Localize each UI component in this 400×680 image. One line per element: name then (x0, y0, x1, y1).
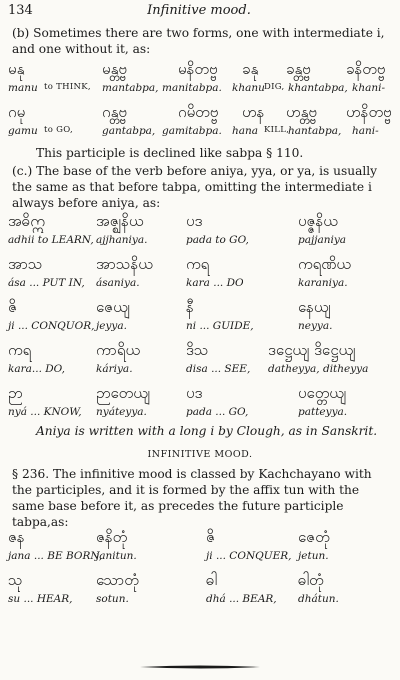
gloss: kara... DO, (8, 363, 66, 375)
burmese-word: ခန္တဗ္ဗ (286, 60, 311, 78)
meaning: to GO, (44, 125, 73, 135)
gloss: pajjaniya (298, 234, 347, 246)
burmese-word: မနိတဗ္ဗ (178, 60, 218, 78)
gloss: káriya. (96, 363, 133, 375)
clough-note: Aniya is written with a long i by Clough, as in Sanskrit. (36, 424, 378, 438)
burmese-word: အဇ္ဈနိယ (96, 212, 144, 230)
gloss: janitun. (96, 550, 137, 562)
burmese-word: ခနိတဗ္ဗ (346, 60, 386, 78)
burmese-word: ဓါတုံ (298, 571, 324, 589)
transliteration: khantabpa, (288, 82, 348, 94)
burmese-word: ဂန္တဗ္ဗ (102, 103, 127, 121)
gloss: su ... HEAR, (8, 593, 73, 605)
burmese-word: ကရ (8, 341, 32, 359)
burmese-word: ဉာ (8, 384, 23, 402)
running-title: Infinitive mood. (147, 3, 251, 18)
ornamental-rule-icon (140, 664, 260, 670)
burmese-word: မန္တဗ္ဗ (102, 60, 127, 78)
gloss-row (6, 550, 394, 564)
script-row (6, 384, 394, 404)
gloss-row (6, 82, 394, 96)
meaning: DIG, (264, 82, 285, 92)
transliteration: khani- (352, 82, 386, 94)
burmese-word: ဇေတုံ (298, 528, 330, 546)
burmese-word: ဇေယျ (96, 298, 130, 316)
burmese-word: အဓိဣ (8, 212, 45, 230)
transliteration: gantabpa, (102, 125, 156, 137)
gloss: pada to GO, (186, 234, 249, 246)
burmese-word: ဇန (8, 528, 25, 546)
burmese-word: ပဇ္ဇနိယ (298, 212, 338, 230)
burmese-word: ကာရိယ (96, 341, 141, 359)
section-heading: INFINITIVE MOOD. (147, 449, 253, 460)
gloss: dhátun. (298, 593, 339, 605)
gloss: neyya. (298, 320, 333, 332)
gloss-row (6, 406, 394, 420)
gloss: nyá ... KNOW, (8, 406, 82, 418)
burmese-word: အာသ (8, 255, 43, 273)
burmese-word: ဓါ (206, 571, 218, 589)
paragraph-236: § 236. The infinitive mood is classed by Kachchayano with the participles, and it is formed by the affix tun with the same base before it, as precedes the future participle tabpa,as: (12, 467, 372, 529)
script-row (6, 60, 394, 80)
transliteration: hantabpa, (288, 125, 342, 137)
running-header (8, 3, 390, 19)
burmese-word: ပဒ (186, 384, 203, 402)
gloss: ji ... CONQUER, (206, 550, 292, 562)
gloss-row (6, 277, 394, 291)
transliteration: gamitabpa. (162, 125, 222, 137)
gloss: jetun. (298, 550, 329, 562)
burmese-word: ဉာတေယျ (96, 384, 151, 402)
gloss: dhá ... BEAR, (206, 593, 277, 605)
burmese-word: မနု (8, 60, 25, 78)
burmese-word: သု (8, 571, 23, 589)
gloss: kara ... DO (186, 277, 244, 289)
declension-note: This participle is declined like sabpa § 110. (36, 146, 304, 160)
burmese-word: ခနု (242, 60, 259, 78)
meaning: KILL, (264, 125, 290, 135)
script-row (6, 212, 394, 232)
script-row (6, 571, 394, 591)
script-row (6, 255, 394, 275)
burmese-word: ပဒ (186, 212, 203, 230)
meaning: to THINK, (44, 82, 91, 92)
transliteration: gamu (8, 125, 38, 137)
gloss: ása ... PUT IN, (8, 277, 85, 289)
burmese-word: ဟန (242, 103, 265, 121)
burmese-word: ဂမု (8, 103, 26, 121)
burmese-word: ဒိသ (186, 341, 209, 359)
gloss-row (6, 234, 394, 248)
gloss: sotun. (96, 593, 129, 605)
script-row (6, 103, 394, 123)
gloss-row (6, 125, 394, 139)
gloss-row (6, 593, 394, 607)
burmese-word: ဒဋ္ဌေယျ ဒိဋ္ဌေယျ (268, 341, 356, 359)
transliteration: manitabpa. (162, 82, 222, 94)
gloss: patteyya. (298, 406, 348, 418)
burmese-word: ဟနိတဗ္ဗ (346, 103, 392, 121)
script-row (6, 528, 394, 548)
transliteration: khanu (232, 82, 265, 94)
transliteration: hani- (352, 125, 379, 137)
transliteration: mantabpa, (102, 82, 159, 94)
transliteration: hana (232, 125, 259, 137)
gloss: pada ... GO, (186, 406, 249, 418)
burmese-word: အာသနိယ (96, 255, 153, 273)
gloss: disa ... SEE, (186, 363, 251, 375)
burmese-word: ဂမိတဗ္ဗ (178, 103, 219, 121)
paragraph-c: (c.) The base of the verb before aniya, yya, or ya, is usually the same as that before tabpa, omitting the intermediate i always before aniya, as: (12, 164, 378, 210)
gloss-row (6, 363, 394, 377)
burmese-word: နေယျ (298, 298, 331, 316)
burmese-word: ပတ္တေယျ (298, 384, 347, 402)
burmese-word: ဇိ (8, 298, 17, 316)
gloss: ajjhaniya. (96, 234, 148, 246)
gloss: ásaniya. (96, 277, 140, 289)
paragraph-b: (b) Sometimes there are two forms, one with intermediate i, and one without it, as: (12, 26, 385, 56)
gloss: ji ... CONQUOR, (8, 320, 95, 332)
script-row (6, 341, 394, 361)
gloss: ni ... GUIDE, (186, 320, 254, 332)
page-number: 134 (8, 3, 33, 18)
gloss: nyáteyya. (96, 406, 147, 418)
burmese-word: ကရဏိယ (298, 255, 351, 273)
gloss-row (6, 320, 394, 334)
burmese-word: သောတုံ (96, 571, 139, 589)
burmese-word: ကရ (186, 255, 210, 273)
burmese-word: ဇိ (206, 528, 215, 546)
transliteration: manu (8, 82, 38, 94)
gloss: jeyya. (96, 320, 127, 332)
gloss: adhii to LEARN, (8, 234, 94, 246)
burmese-word: ဇနိတုံ (96, 528, 128, 546)
gloss: datheyya, ditheyya (268, 363, 369, 375)
gloss: karaniya. (298, 277, 348, 289)
gloss: jana ... BE BORN, (8, 550, 103, 562)
script-row (6, 298, 394, 318)
burmese-word: ဟန္တဗ္ဗ (286, 103, 317, 121)
burmese-word: နီ (186, 298, 194, 316)
